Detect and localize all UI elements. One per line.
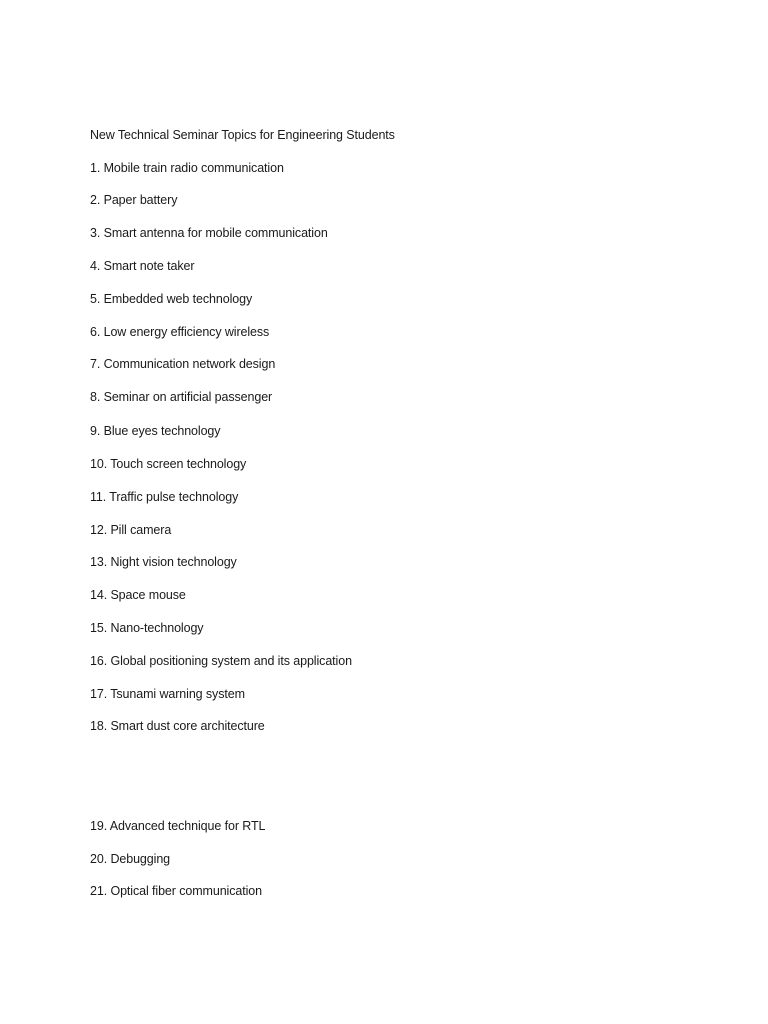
list-item: 18. Smart dust core architecture — [90, 719, 265, 733]
list-item: 13. Night vision technology — [90, 555, 237, 569]
list-item: 5. Embedded web technology — [90, 292, 253, 306]
list-item: 3. Smart antenna for mobile communication — [90, 226, 328, 240]
list-item: 4. Smart note taker — [90, 259, 195, 273]
list-item: 21. Optical fiber communication — [90, 884, 262, 898]
list-item: 10. Touch screen technology — [90, 457, 247, 471]
list-item: 20. Debugging — [90, 852, 171, 866]
list-item: 11. Traffic pulse technology — [90, 490, 239, 504]
list-item: 8. Seminar on artificial passenger — [90, 390, 273, 404]
list-item: 12. Pill camera — [90, 523, 172, 537]
list-item: 7. Communication network design — [90, 357, 276, 371]
list-item: 1. Mobile train radio communication — [90, 161, 284, 175]
list-item: 14. Space mouse — [90, 588, 186, 602]
list-item: 17. Tsunami warning system — [90, 687, 245, 701]
list-item: 2. Paper battery — [90, 193, 178, 207]
list-item: 6. Low energy efficiency wireless — [90, 325, 270, 339]
list-item: 16. Global positioning system and its application — [90, 654, 352, 668]
document-title: New Technical Seminar Topics for Engineering Students — [90, 128, 395, 142]
list-item: 19. Advanced technique for RTL — [90, 819, 266, 833]
list-item: 9. Blue eyes technology — [90, 424, 221, 438]
list-item: 15. Nano-technology — [90, 621, 204, 635]
